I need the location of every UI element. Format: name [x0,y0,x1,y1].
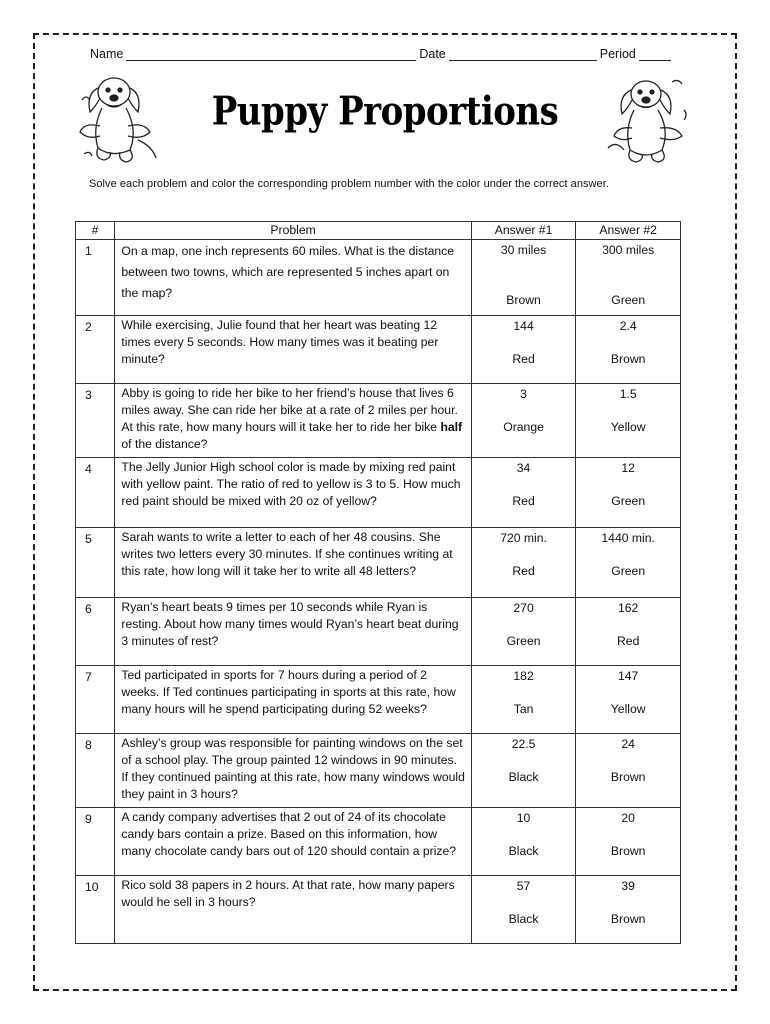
answer-2-cell [576,666,681,734]
answer-2-color: Green [611,293,646,307]
answer-1-color: Black [508,844,539,858]
answer-2-value: 2.4 [619,319,637,333]
answer-1-cell [471,316,576,384]
answer-2-cell [576,876,681,944]
problem-text: While exercising, Julie found that her heart was beating 12 times every 5 seconds. How many times was it beating per minute? [115,316,471,384]
problem-number[interactable]: 5 [76,528,115,598]
problem-number[interactable]: 10 [76,876,115,944]
table-row [76,598,681,666]
table-row [76,384,681,458]
answer-2-value: 24 [621,737,635,751]
period-label: Period [599,47,636,61]
period-field[interactable] [639,48,671,61]
answer-1-color: Green [506,634,541,648]
answer-2-value: 1.5 [619,387,637,401]
answer-1-value: 34 [516,461,531,475]
problem-text [115,384,471,458]
answer-2-cell [576,384,681,458]
answer-2-value: 20 [621,811,635,825]
problem-text: A candy company advertises that 2 out of 24 of its chocolate candy bars contain a prize. Based on this information, how many chocolate candy bars out of 120 should contain a prize? [115,808,471,876]
answer-1-cell [471,240,576,316]
answer-2-color: Brown [610,770,646,784]
problem-text: Ashley’s group was responsible for painting windows on the set of a school play. The group painted 12 windows in 90 minutes. If they continued painting at this rate, how many windows would they paint in 3 hours? [115,734,471,808]
answer-2-color: Brown [610,352,646,366]
answer-1-value: 30 miles [500,243,547,257]
answer-1-value: 720 min. [500,531,547,545]
answer-2-cell [576,528,681,598]
table-header-row [76,222,681,240]
answer-1-color: Black [508,770,539,784]
problem-number[interactable]: 3 [76,384,115,458]
answer-2-color: Green [611,564,646,578]
table-row [76,876,681,944]
answer-1-cell [471,808,576,876]
problem-text: Ryan’s heart beats 9 times per 10 seconds while Ryan is resting. About how many times would Ryan’s heart beat during 3 minutes of rest? [115,598,471,666]
answer-1-color: Red [512,494,535,508]
answer-2-value: 300 miles [602,243,655,257]
answer-1-cell [471,598,576,666]
problem-text: On a map, one inch represents 60 miles. What is the distance between two towns, which are represented 5 inches apart on the map? [115,240,471,316]
problem-text: Rico sold 38 papers in 2 hours. At that rate, how many papers would he sell in 3 hours? [115,876,471,944]
problem-number[interactable]: 9 [76,808,115,876]
problem-text: The Jelly Junior High school color is made by mixing red paint with yellow paint. The ratio of red to yellow is 3 to 5. How much red paint should be mixed with 20 oz of yellow? [115,458,471,528]
answer-1-cell [471,666,576,734]
answer-1-value: 22.5 [511,737,536,751]
table-row [76,240,681,316]
answer-1-cell [471,876,576,944]
table-row [76,458,681,528]
problem-number[interactable]: 7 [76,666,115,734]
problem-number[interactable]: 4 [76,458,115,528]
table-row [76,666,681,734]
answer-2-color: Green [611,494,646,508]
answer-1-value: 144 [513,319,534,333]
problem-text-part: Abby is going to ride her bike to her friend’s house that lives 6 miles away. She can ride her bike at a rate of 2 miles per hour. At this rate, how many hours will it take her to ride her bike [121,386,458,434]
answer-1-color: Brown [506,293,541,307]
table-row [76,808,681,876]
problem-text-emphasis: half [440,420,463,434]
answer-1-cell [471,734,576,808]
problem-text: Sarah wants to write a letter to each of her 48 cousins. She writes two letters every 30 minutes. If she continues writing at this rate, how long will it take her to write all 48 letters? [115,528,471,598]
problem-number[interactable]: 2 [76,316,115,384]
answer-1-color: Red [512,352,535,366]
answer-2-cell [576,734,681,808]
answer-1-value: 3 [520,387,527,401]
answer-1-value: 10 [516,811,531,825]
header-fields [90,47,678,61]
answer-2-cell [576,240,681,316]
table-row [76,528,681,598]
problem-text-part: of the distance? [121,437,208,451]
answer-1-cell [471,458,576,528]
date-label: Date [419,47,446,61]
answer-1-color: Red [512,564,535,578]
answer-2-cell [576,316,681,384]
answer-2-cell [576,458,681,528]
answer-2-color: Brown [610,844,646,858]
date-field[interactable] [449,48,597,61]
answer-1-cell [471,528,576,598]
header-problem: Problem [115,222,471,240]
answer-1-value: 182 [513,669,534,683]
page-title: Puppy Proportions [211,89,559,135]
problem-text: Ted participated in sports for 7 hours during a period of 2 weeks. If Ted continues participating in sports at this rate, how many hours will he spend participating during 52 weeks? [115,666,471,734]
table-row [76,316,681,384]
problem-number[interactable]: 8 [76,734,115,808]
answer-2-value: 1440 min. [601,531,655,545]
answer-2-color: Yellow [610,420,646,434]
answer-2-color: Brown [610,912,646,926]
answer-1-value: 57 [516,879,531,893]
header-answer-1: Answer #1 [471,222,576,240]
header-answer-2: Answer #2 [576,222,681,240]
answer-1-color: Orange [503,420,544,434]
answer-2-value: 147 [618,669,639,683]
answer-2-cell [576,808,681,876]
answer-1-color: Black [508,912,539,926]
name-field[interactable] [126,48,416,61]
table-row [76,734,681,808]
answer-1-value: 270 [513,601,534,615]
answer-1-color: Tan [513,702,534,716]
name-label: Name [90,47,124,61]
problem-number[interactable]: 1 [76,240,115,316]
answer-2-value: 39 [621,879,635,893]
answer-2-cell [576,598,681,666]
answer-2-color: Red [617,634,640,648]
answer-2-value: 162 [618,601,639,615]
answer-1-cell [471,384,576,458]
problem-number[interactable]: 6 [76,598,115,666]
problems-table [75,221,681,944]
instructions-text: Solve each problem and color the corresponding problem number with the color under the correct answer. [89,178,609,190]
answer-2-color: Yellow [610,702,646,716]
answer-2-value: 12 [621,461,635,475]
header-number: # [76,222,115,240]
